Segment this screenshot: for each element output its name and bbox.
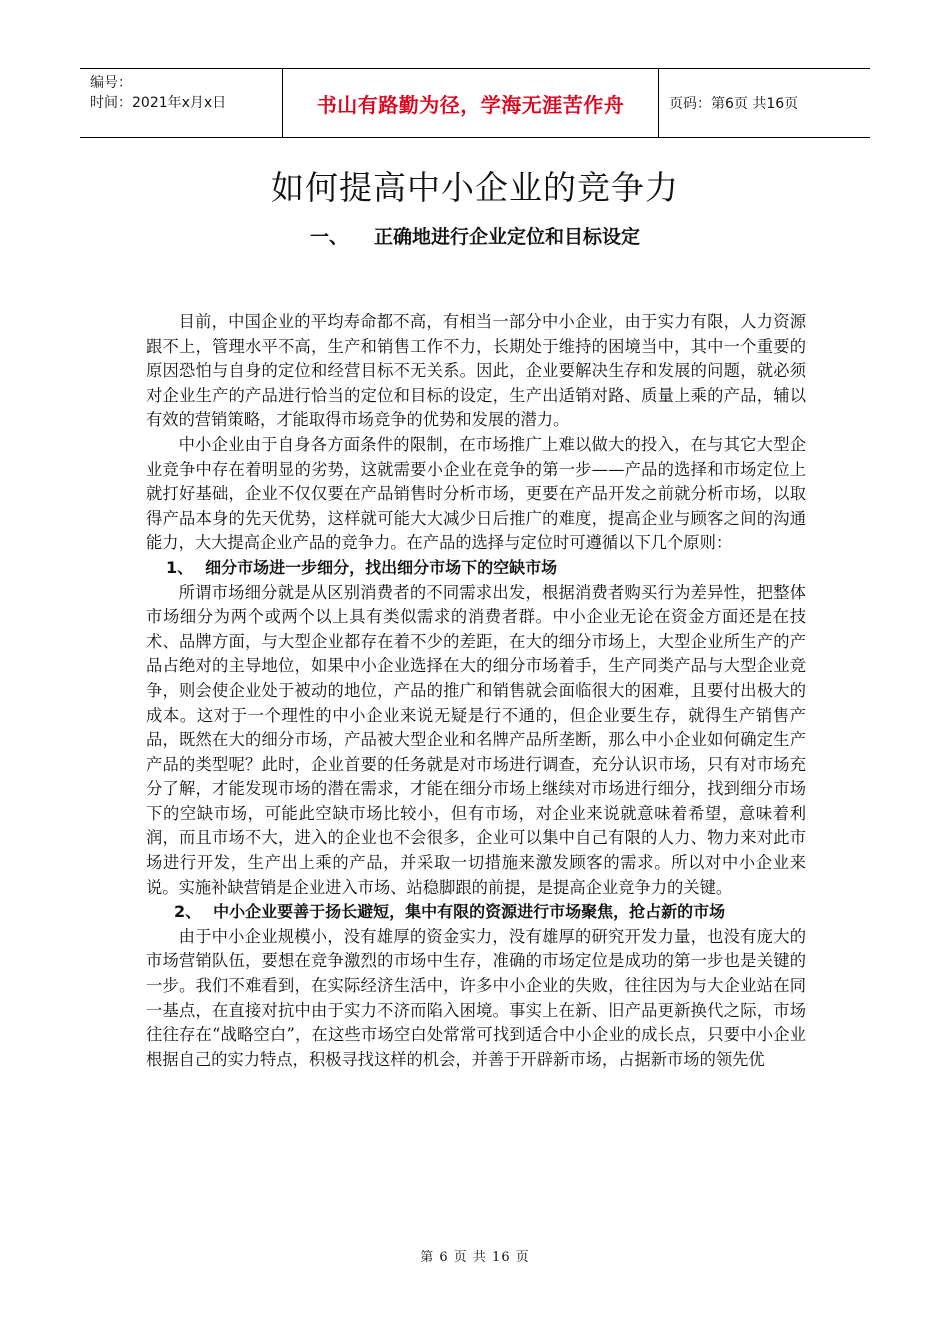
- header-page-info: 页码：第6页 共16页: [669, 96, 799, 112]
- header-time: 时间：2021年x月x日: [90, 95, 227, 111]
- section-number: 一、: [309, 226, 348, 248]
- paragraph-4: 由于中小企业规模小，没有雄厚的资金实力，没有雄厚的研究开发力量，也没有庞大的市场营销队伍，要想在竞争激烈的市场中生存，准确的市场定位是成功的第一步也是关键的一步。我们不难看到，在实际经济生活中，许多中小企业的失败，往往因为与大企业站在同一基点，在直接对抗中由于实力不济而陷入困境。事实上在新、旧产品更新换代之际，市场往往存在“战略空白”，在这些市场空白处常常可找到适合中小企业的成长点，只要中小企业根据自己的实力特点，积极寻找这样的机会，并善于开辟新市场，占据新市场的领先优: [146, 926, 806, 1069]
- section-heading: [0, 222, 950, 249]
- subheading-1: [146, 556, 806, 581]
- subheading-2: [146, 900, 806, 925]
- header-meta: [80, 69, 283, 137]
- page-footer: 第 6 页 共 16 页: [420, 1250, 530, 1265]
- subheading-1-text: 细分市场进一步细分，找出细分市场下的空缺市场: [205, 557, 558, 577]
- header-motto: 书山有路勤为径，学海无涯苦作舟: [316, 92, 625, 117]
- paragraph-3: 所谓市场细分就是从区别消费者的不同需求出发，根据消费者购买行为差异性，把整体市场细分为两个或两个以上具有类似需求的消费者群。中小企业无论在资金方面还是在技术、品牌方面，与大型企业都存在着不少的差距，在大的细分市场上，大型企业所生产的产品占绝对的主导地位，如果中小企业选择在大的细分市场着手，生产同类产品与大型企业竞争，则会使企业处于被动的地位，产品的推广和销售就会面临很大的困难，且要付出极大的成本。这对于一个理性的中小企业来说无疑是行不通的，但企业要生存，就得生产销售产品，既然在大的细分市场，产品被大型企业和名牌产品所垄断，那么中小企业如何确定生产产品的类型呢？此时，企业首要的任务就是对市场进行调查，充分认识市场，只有对市场充分了解，才能发现市场的潜在需求，才能在细分市场上继续对市场进行细分，找到细分市场下的空缺市场，可能此空缺市场比较小，但有市场，对企业来说就意味着希望，意味着利润，而且市场不大，进入的企业也不会很多，企业可以集中自己有限的人力、物力来对此市场进行开发，生产出上乘的产品，并采取一切措施来激发顾客的需求。所以对中小企业来说。实施补缺营销是企业进入市场、站稳脚跟的前提，是提高企业竞争力的关键。: [146, 582, 806, 897]
- subheading-1-number: 1、: [166, 557, 194, 577]
- subheading-2-text: 中小企业要善于扬长避短，集中有限的资源进行市场聚焦，抢占新的市场: [213, 902, 726, 922]
- header-code: 编号：: [90, 75, 132, 91]
- document-title: 如何提高中小企业的竞争力: [271, 168, 679, 207]
- section-title: 正确地进行企业定位和目标设定: [374, 226, 641, 248]
- page-header-table: [80, 68, 870, 138]
- paragraph-1: 目前，中国企业的平均寿命都不高，有相当一部分中小企业，由于实力有限，人力资源跟不上，管理水平不高，生产和销售工作不力，长期处于维持的困境当中，其中一个重要的原因恐怕与自身的定位和经营目标不无关系。因此，企业要解决生存和发展的问题，就必须对企业生产的产品进行恰当的定位和目标的设定，生产出适销对路、质量上乘的产品，辅以有效的营销策略，才能取得市场竞争的优势和发展的潜力。: [146, 312, 806, 430]
- header-motto-cell: [283, 69, 659, 137]
- document-body: [146, 310, 806, 1072]
- subheading-2-number: 2、: [174, 902, 202, 922]
- paragraph-2: 中小企业由于自身各方面条件的限制，在市场推广上难以做大的投入，在与其它大型企业竞争中存在着明显的劣势，这就需要小企业在竞争的第一步——产品的选择和市场定位上就打好基础，企业不仅仅要在产品销售时分析市场，更要在产品开发之前就分析市场，以取得产品本身的先天优势，这样就可能大大减少日后推广的难度，提高企业与顾客之间的沟通能力，大大提高企业产品的竞争力。在产品的选择与定位时可遵循以下几个原则：: [146, 434, 806, 553]
